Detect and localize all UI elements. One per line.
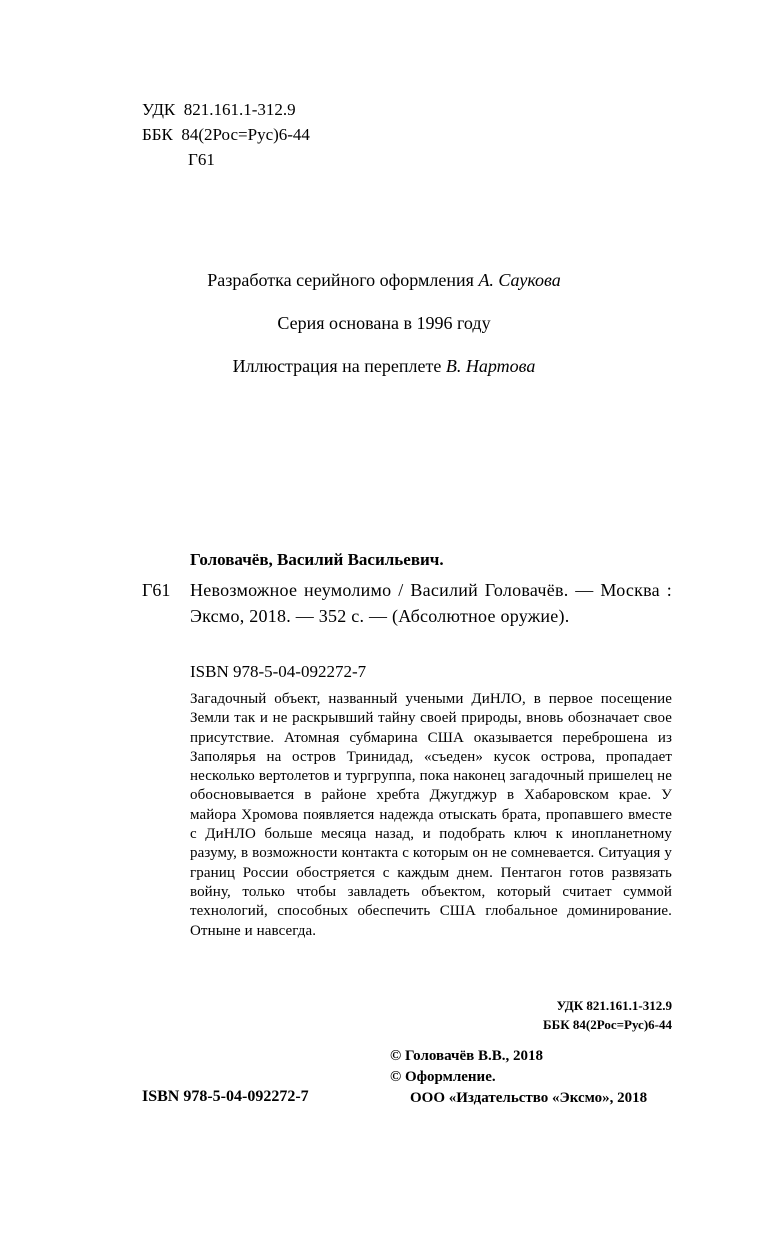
title-entry: Невозможное неумолимо / Василий Головачёв. — Москва : Эксмо, 2018. — 352 с. — (Абсолютное оружие). [190,580,672,626]
series-design-label: Разработка серийного оформления [207,270,474,290]
copyright-block [390,1046,647,1109]
isbn: ISBN 978-5-04-092272-7 [190,662,367,681]
series-design-credit [0,270,768,291]
classification-codes-right [543,996,672,1034]
cover-illustration-label: Иллюстрация на переплете [232,356,442,376]
author-heading: Головачёв, Василий Васильевич. [190,550,444,569]
isbn-bottom: ISBN 978-5-04-092272-7 [142,1088,309,1105]
copyright-design: © Оформление. [390,1069,496,1085]
series-design-person: А. Саукова [478,270,561,290]
bbk-code: ББК 84(2Рос=Рус)6-44 [142,125,310,144]
cover-illustration-credit [0,356,768,377]
bbk-code-right: ББК 84(2Рос=Рус)6-44 [543,1017,672,1032]
classification-codes [142,97,310,172]
udk-code: УДК 821.161.1-312.9 [142,100,296,119]
annotation: Загадочный объект, названный учеными ДиНЛО, в первое посещение Земли так и не раскрывший тайну своей природы, вновь обозначает свое присутствие. Атомная субмарина США оказывается переброшена из Заполярья на остров Тринидад, «съеден» кусок острова, пропадает несколько вертолетов и тургруппа, пока наконец загадочный пришелец не обосновывается в районе хребта Джугджур в Хабаровском крае. У майора Хромова появляется надежда отыскать брата, пропавшего вместе с ДиНЛО больше месяца назад, и подобрать ключ к инопланетному разуму, в возможности контакта с которым он не сомневается. Ситуация у границ России обостряется с каждым днем. Пентагон готов развязать войну, только чтобы завладеть объектом, который считает суммой технологий, способных обеспечить США глобальное доминирование. Отныне и навсегда. [190,691,672,939]
copyright-publisher: ООО «Издательство «Эксмо», 2018 [410,1090,648,1106]
bibliographic-author-mark: Г61 [142,580,171,600]
series-founded: Серия основана в 1996 году [277,313,491,333]
cover-illustration-person: В. Нартова [445,356,536,376]
copyright-author: © Головачёв В.В., 2018 [390,1048,544,1064]
udk-code-right: УДК 821.161.1-312.9 [556,998,672,1013]
author-mark: Г61 [188,150,215,169]
